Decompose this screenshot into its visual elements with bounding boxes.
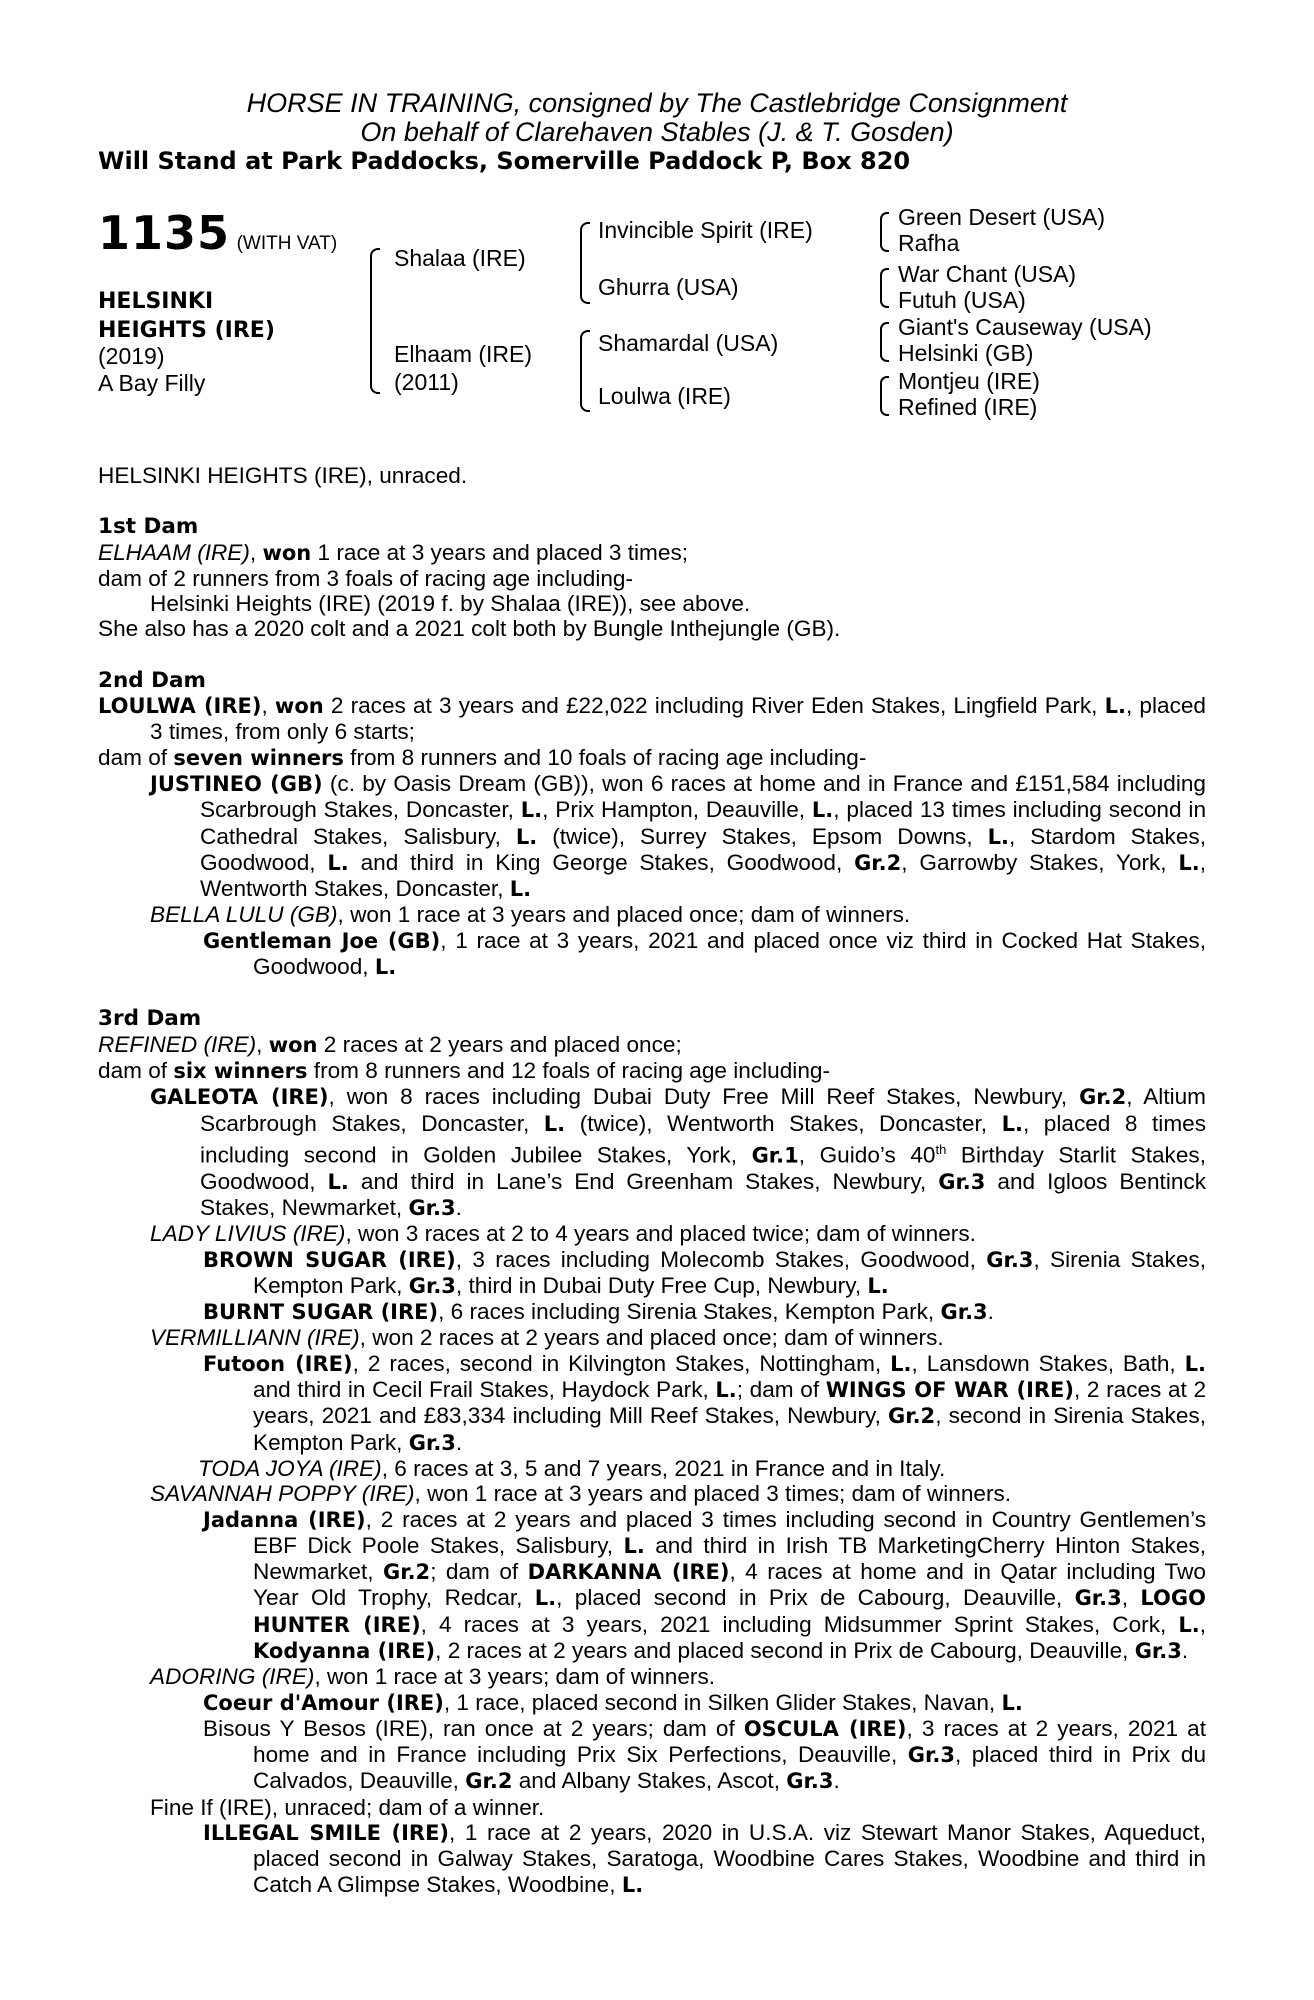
pedigree-brace-ss [880, 212, 889, 252]
catalogue-body [98, 463, 1206, 1898]
vermilliann-entry: VERMILLIANN (IRE), won 2 races at 2 years and placed once; dam of winners. [150, 1325, 944, 1351]
gentleman-joe-entry: Gentleman Joe (GB), 1 race at 3 years, 2021 and placed once viz third in Cocked Hat Stakes, Goodwood, L. [203, 927, 1206, 980]
third-dam-heading: 3rd Dam [98, 1006, 202, 1032]
justineo-entry: JUSTINEO (GB) (c. by Oasis Dream (GB)), won 6 races at home and in France and £151,584 including Scarbrough Stakes, Doncaster, L., Prix Hampton, Deauville, L., placed 13 times including second in Cathedral Stakes, Salisbury, L. (twice), Surrey Stakes, Epsom Downs, L., Stardom Stakes, Goodwood, L. and third in King George Stakes, Goodwood, Gr.2, Garrowby Stakes, York, L., Wentworth Stakes, Doncaster, L. [150, 770, 1207, 902]
pedigree-brace-main [370, 248, 380, 394]
bisous-entry: Bisous Y Besos (IRE), ran once at 2 years; dam of OSCULA (IRE), 3 races at 2 years, 2021 at home and in France including Prix Six Perfections, Deauville, Gr.3, placed third in Prix du Calvados, Deauville, Gr.2 and Albany Stakes, Ascot, Gr.3. [203, 1715, 1207, 1794]
sire-sire: Invincible Spirit (IRE) [598, 217, 813, 243]
toda-joya-entry: TODA JOYA (IRE), 6 races at 3, 5 and 7 years, 2021 in France and in Italy. [198, 1455, 946, 1481]
vat-label: (WITH VAT) [236, 233, 338, 254]
unraced-line: HELSINKI HEIGHTS (IRE), unraced. [98, 463, 468, 488]
brown-sugar-entry: BROWN SUGAR (IRE), 3 races including Molecomb Stakes, Goodwood, Gr.3, Sirenia Stakes, Kempton Park, Gr.3, third in Dubai Duty Free Cup, Newbury, L. [203, 1246, 1206, 1298]
header-consignor-line: HORSE IN TRAINING, consigned by The Castlebridge Consignment [246, 88, 1068, 118]
dam-year: (2011) [394, 369, 459, 395]
sss-name: Green Desert (USA) [898, 204, 1106, 230]
galeota-entry: GALEOTA (IRE), won 8 races including Dubai Duty Free Mill Reef Stakes, Newbury, Gr.2, Altium Scarbrough Stakes, Doncaster, L. (twice), Wentworth Stakes, Doncaster, L., placed 8 times including second in Golden Jubilee Stakes, York, Gr.1, Guido’s 40th Birthday Starlit Stakes, Goodwood, L. and third in Lane’s End Greenham Stakes, Newbury, Gr.3 and Igloos Bentinck Stakes, Newmarket, Gr.3. [150, 1084, 1206, 1220]
first-dam-line1: ELHAAM (IRE), won 1 race at 3 years and placed 3 times; [98, 539, 689, 565]
ddd-name: Refined (IRE) [898, 394, 1038, 420]
first-dam-line3: Helsinki Heights (IRE) (2019 f. by Shalaa (IRE)), see above. [150, 591, 751, 617]
horse-year: (2019) [98, 343, 165, 369]
lot-number: 1135 [98, 206, 231, 260]
second-dam-para2: dam of seven winners from 8 runners and 10 foals of racing age including- [98, 744, 867, 770]
sire-name: Shalaa (IRE) [394, 245, 526, 271]
pedigree-brace-sire [580, 222, 590, 304]
third-dam-para1: REFINED (IRE), won 2 races at 2 years and placed once; [98, 1031, 682, 1057]
coeur-damour-entry: Coeur d'Amour (IRE), 1 race, placed second in Silken Glider Stakes, Navan, L. [203, 1689, 1023, 1715]
pedigree-brace-dam [580, 330, 590, 412]
burnt-sugar-entry: BURNT SUGAR (IRE), 6 races including Sirenia Stakes, Kempton Park, Gr.3. [203, 1299, 994, 1325]
sdd-name: Futuh (USA) [898, 287, 1026, 313]
illegal-smile-entry: ILLEGAL SMILE (IRE), 1 race at 2 years, 2020 in U.S.A. viz Stewart Manor Stakes, Aqueduct, placed second in Galway Stakes, Saratoga, Woodbine Cares Stakes, Woodbine and third in Catch A Glimpse Stakes, Woodbine, L. [203, 1820, 1206, 1897]
dam-sire: Shamardal (USA) [598, 330, 779, 356]
lot-number-block [98, 206, 337, 260]
horse-name-line2: HEIGHTS (IRE) [98, 318, 275, 343]
second-dam-para1: LOULWA (IRE), won 2 races at 3 years and £22,022 including River Eden Stakes, Lingfield Park, L., placed 3 times, from only 6 starts; [98, 693, 1206, 745]
pedigree-brace-sd [880, 268, 889, 308]
pedigree-brace-dd [880, 376, 889, 416]
dam-name: Elhaam (IRE) [394, 341, 533, 367]
second-dam-heading: 2nd Dam [98, 667, 206, 693]
horse-name-line1: HELSINKI [98, 289, 214, 314]
sire-dam: Ghurra (USA) [598, 274, 739, 300]
dam-dam: Loulwa (IRE) [598, 383, 731, 409]
dsd-name: Helsinki (GB) [898, 340, 1034, 366]
savannah-poppy-entry: SAVANNAH POPPY (IRE), won 1 race at 3 years and placed 3 times; dam of winners. [150, 1481, 1012, 1507]
ssd-name: Rafha [898, 230, 960, 256]
jadanna-entry: Jadanna (IRE), 2 races at 2 years and placed 3 times including second in Country Gentlemen’s EBF Dick Poole Stakes, Salisbury, L. and third in Irish TB MarketingCherry Hinton Stakes, Newmarket, Gr.2; dam of DARKANNA (IRE), 4 races at home and in Qatar including Two Year Old Trophy, Redcar, L., placed second in Prix de Cabourg, Deauville, Gr.3, LOGO HUNTER (IRE), 4 races at 3 years, 2021 including Midsummer Sprint Stakes, Cork, L., Kodyanna (IRE), 2 races at 2 years and placed second in Prix de Cabourg, Deauville, Gr.3. [203, 1506, 1206, 1663]
first-dam-heading: 1st Dam [98, 514, 199, 540]
horse-description: A Bay Filly [98, 370, 206, 396]
dss-name: Giant's Causeway (USA) [898, 314, 1152, 340]
fine-if-entry: Fine If (IRE), unraced; dam of a winner. [150, 1794, 545, 1820]
first-dam-line4: She also has a 2020 colt and a 2021 colt both by Bungle Inthejungle (GB). [98, 616, 841, 642]
third-dam-para2: dam of six winners from 8 runners and 12 foals of racing age including- [98, 1057, 830, 1083]
adoring-entry: ADORING (IRE), won 1 race at 3 years; dam of winners. [150, 1664, 716, 1690]
futoon-entry: Futoon (IRE), 2 races, second in Kilvington Stakes, Nottingham, L., Lansdown Stakes, Bath, L. and third in Cecil Frail Stakes, Haydock Park, L.; dam of WINGS OF WAR (IRE), 2 races at 2 years, 2021 and £83,334 including Mill Reef Stakes, Newbury, Gr.2, second in Sirenia Stakes, Kempton Park, Gr.3. [203, 1350, 1207, 1455]
header-behalf-line: On behalf of Clarehaven Stables (J. & T. Gosden) [360, 117, 954, 147]
dds-name: Montjeu (IRE) [898, 368, 1040, 394]
bella-lulu-entry: BELLA LULU (GB), won 1 race at 3 years and placed once; dam of winners. [150, 902, 911, 928]
sds-name: War Chant (USA) [898, 261, 1077, 287]
lady-livius-entry: LADY LIVIUS (IRE), won 3 races at 2 to 4 years and placed twice; dam of winners. [150, 1221, 976, 1247]
pedigree-brace-ds [880, 322, 889, 362]
first-dam-line2: dam of 2 runners from 3 foals of racing age including- [98, 565, 634, 591]
header-location-line: Will Stand at Park Paddocks, Somerville Paddock P, Box 820 [98, 147, 911, 175]
